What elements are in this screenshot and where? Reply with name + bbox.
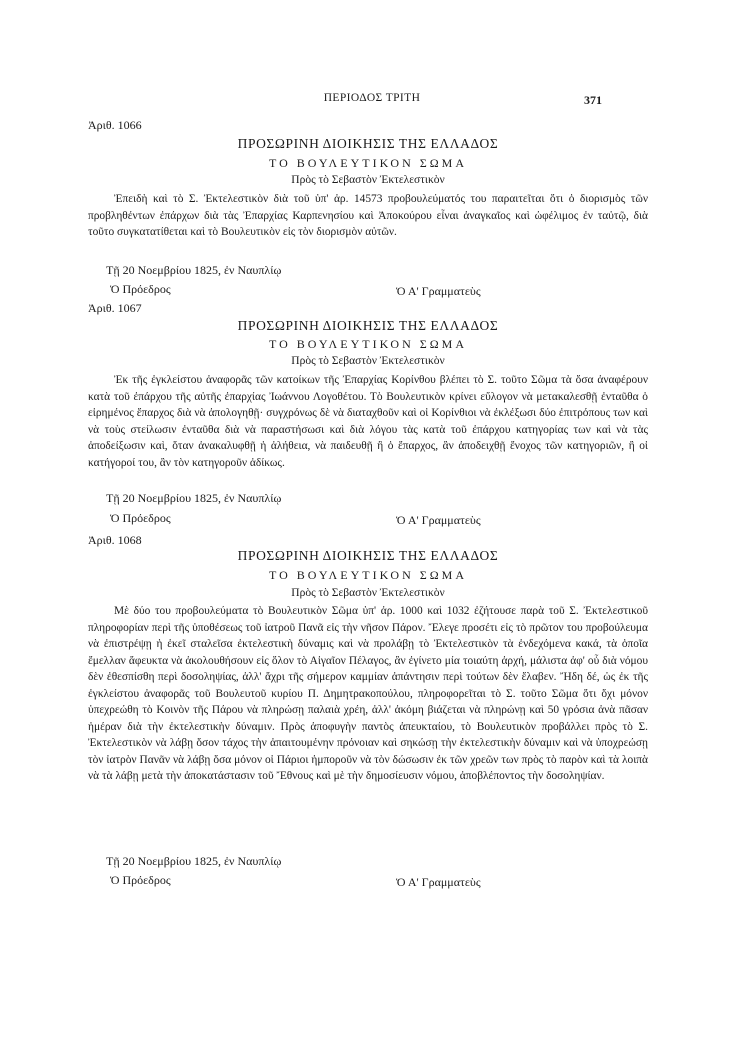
running-title: ΠΕΡΙΟΔΟΣ ΤΡΙΤΗ [323,92,421,104]
president-signature: Ὁ Πρόεδρος [110,511,171,525]
document-number: Ἀριθ. 1068 [88,533,142,547]
date-place: Τῇ 20 Νοεμβρίου 1825, ἐν Ναυπλίῳ [106,491,282,505]
president-signature: Ὁ Πρόεδρος [110,282,171,296]
government-heading: ΠΡΟΣΩΡΙΝΗ ΔΙΟΙΚΗΣΙΣ ΤΗΣ ΕΛΛΑΔΟΣ [237,548,499,563]
page-header [0,92,744,110]
document-number: Ἀριθ. 1066 [88,118,142,132]
secretary-signature: Ὁ Α' Γραμματεὺς [396,284,481,298]
addressee: Πρὸς τὸ Σεβαστὸν Ἐκτελεστικὸν [291,587,445,599]
document-text: Μὲ δύο του προβουλεύματα τὸ Βουλευτικὸν Σῶμα ὑπ' ἀρ. 1000 καὶ 1032 ἐζήτουσε παρὰ τοῦ Σ. Ἐκτελεστικοῦ πληροφορίαν περὶ τῆς ὑποθέσεως τοῦ ἰατροῦ Πανᾶ εἰς τὴν νῆσον Πάρον. Ἔλεγε προσέτι εἰς τὸ πρῶτον του προβούλευμα νὰ ἐπιστρέψῃ ἡ ἐκεῖ σταλεῖσα ἐκτελεστικὴ δύναμις καὶ νὰ προλάβῃ τὸ Ἐκτελεστικὸν τὰ ἐνδεχόμενα κακά, τὰ ὁποῖα ἔμελλαν ἄφευκτα νὰ ἀκολουθήσουν εἰς ὅλον τὸ Αἰγαῖον Πέλαγος, ἂν ἐγίνετο μία τοιαύτη ἀρχή, μάλιστα ἀφ' οὗ διὰ νόμου δὲν ἐθεσπίσθη περὶ δοσοληψίας, ἀλλ' ἄχρι τῆς σήμερον καμμίαν ἀπάντησιν περὶ τούτων δὲν ἔλαβεν. Ἤδη δέ, ὡς ἐκ τῆς ἐγκλείστου ἀναφορᾶς τοῦ Βουλευτοῦ κυρίου Π. Δημητρακοπούλου, πληροφορεῖται τὸ Σ. τοῦτο Σῶμα ὅτι ὄχι μόνον ὑπεχρεώθη τὸ Κοινὸν τῆς Πάρου νὰ πληρώσῃ παλαιὰ χρέη, ἀλλ' ἀκόμη βιάζεται νὰ πληρώνῃ καὶ 50 γρόσια ἀνὰ πᾶσαν ἡμέραν διὰ τὴν ἐκτελεστικὴν δύναμιν. Πρὸς ἀποφυγὴν παντὸς ἀπευκταίου, τὸ Βουλευτικὸν προβάλλει πρὸς τὸ Σ. Ἐκτελεστικὸν νὰ λάβῃ ὅσον τάχος τὴν ἀπαιτουμένην πρόνοιαν καὶ σηκώσῃ τὴν ἐκτελεστικὴν δύναμιν καὶ νὰ ὑποχρεώσῃ τὸν ἰατρὸν Πανᾶν νὰ λάβῃ ὅσα μόνον οἱ Πάριοι ἠμποροῦν νὰ τὸν δώσωσιν ἐκ τῶν χρεῶν των πρὸς τὸ παρὸν καὶ τὰ λοιπὰ νὰ τὰ λάβῃ μετὰ τὴν ἀποκατάστασιν τοῦ Ἔθνους καὶ μὲ τὴν δημοσίευσιν νόμου, ἀποβλέποντος τὴν δοσοληψίαν. [88,605,648,782]
document-text: Ἐπειδὴ καὶ τὸ Σ. Ἐκτελεστικὸν διὰ τοῦ ὑπ' ἀρ. 14573 προβουλεύματός του παραιτεῖται ὅτι ὁ διορισμὸς τῶν προβληθέντων ἐπάρχων διὰ τὰς Ἐπαρχίας Καρπενησίου καὶ Ἀποκούρου εἶναι ἀναγκαῖος καὶ ὠφέλιμος ἐν ταὐτῷ, διὰ τοῦτο συγκατατίθεται καὶ τὸ Βουλευτικὸν εἰς τὸν διορισμὸν αὐτῶν. [88,193,648,238]
secretary-signature: Ὁ Α' Γραμματεὺς [396,513,481,527]
addressee: Πρὸς τὸ Σεβαστὸν Ἐκτελεστικὸν [291,355,445,367]
page-number: 371 [584,93,602,107]
document-text: Ἐκ τῆς ἐγκλείστου ἀναφορᾶς τῶν κατοίκων τῆς Ἐπαρχίας Κορίνθου βλέπει τὸ Σ. τοῦτο Σῶμα τὰ ὅσα ἀναφέρουν κατὰ τοῦ ἐπάρχου τῆς αὐτῆς ἐπαρχίας Ἰωάννου Λογοθέτου. Τὸ Βουλευτικὸν κρίνει εὔλογον νὰ μετακαλεσθῇ ἐνταῦθα ὁ εἰρημένος ἔπαρχος διὰ νὰ ἀπολογηθῇ· συγχρόνως δὲ νὰ διαταχθοῦν καὶ οἱ Κορίνθιοι νὰ ἐκλέξωσι δύο ἐπιτρόπους των καὶ νὰ τοὺς στείλωσιν ἐνταῦθα διὰ νὰ παραστήσωσι καὶ διὰ λόγου τὰς κατὰ τοῦ ἐπάρχου κατηγορίας των καὶ νὰ τὰς ἀποδείξωσιν καὶ, ὅταν ἀνακαλυφθῇ ἡ ἀλήθεια, νὰ παιδευθῇ ἢ ὁ ἔπαρχος, ἂν ἀποδειχθῇ ἔνοχος τῶν κατηγοριῶν, ἢ οἱ κατήγοροί του, ἂν τὸν κατηγοροῦν ἀδίκως. [88,374,648,469]
government-heading: ΠΡΟΣΩΡΙΝΗ ΔΙΟΙΚΗΣΙΣ ΤΗΣ ΕΛΛΑΔΟΣ [237,136,499,151]
addressee: Πρὸς τὸ Σεβαστὸν Ἐκτελεστικὸν [291,174,445,186]
date-place: Τῇ 20 Νοεμβρίου 1825, ἐν Ναυπλίῳ [106,854,282,868]
government-heading: ΠΡΟΣΩΡΙΝΗ ΔΙΟΙΚΗΣΙΣ ΤΗΣ ΕΛΛΑΔΟΣ [237,318,499,333]
president-signature: Ὁ Πρόεδρος [110,873,171,887]
legislative-body-heading: ΤΟ ΒΟΥΛΕΥΤΙΚΟΝ ΣΩΜΑ [269,568,467,582]
document-number: Ἀριθ. 1067 [88,301,142,315]
secretary-signature: Ὁ Α' Γραμματεὺς [396,875,481,889]
legislative-body-heading: ΤΟ ΒΟΥΛΕΥΤΙΚΟΝ ΣΩΜΑ [269,156,467,170]
legislative-body-heading: ΤΟ ΒΟΥΛΕΥΤΙΚΟΝ ΣΩΜΑ [269,337,467,351]
date-place: Τῇ 20 Νοεμβρίου 1825, ἐν Ναυπλίῳ [106,263,282,277]
